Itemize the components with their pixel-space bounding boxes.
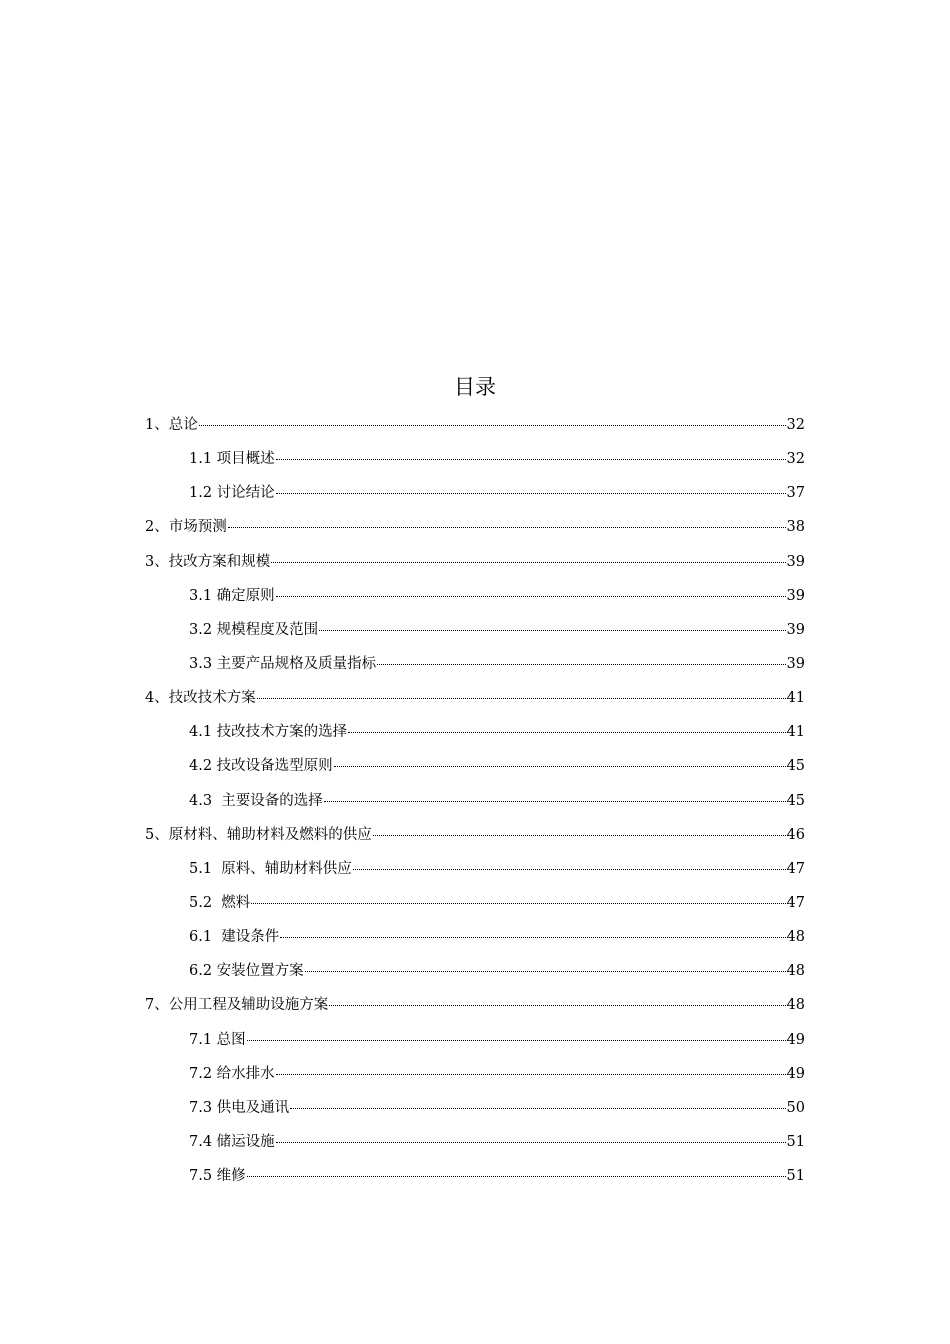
toc-entry[interactable] — [145, 988, 805, 1022]
toc-entry-label: 7.1 总图 — [189, 1031, 246, 1048]
toc-entry[interactable] — [145, 1057, 805, 1091]
toc-entry-page-number: 41 — [786, 690, 805, 707]
toc-entry-label: 7.3 供电及通讯 — [189, 1099, 290, 1116]
toc-entry[interactable] — [145, 510, 805, 544]
toc-entry-label: 4.2 技改设备选型原则 — [189, 758, 333, 775]
toc-dot-leader — [257, 697, 786, 699]
toc-dot-leader — [276, 1073, 786, 1075]
toc-entry-page-number: 51 — [786, 1168, 805, 1185]
toc-entry[interactable] — [145, 1125, 805, 1159]
toc-entry[interactable] — [145, 784, 805, 818]
toc-entry-label: 4.3 主要设备的选择 — [189, 792, 323, 809]
toc-entry-page-number: 39 — [786, 587, 805, 604]
toc-dot-leader — [276, 1141, 786, 1143]
toc-entry-label: 5.2 燃料 — [189, 894, 251, 911]
toc-entry-page-number: 39 — [786, 621, 805, 638]
toc-dot-leader — [247, 1175, 786, 1177]
toc-dot-leader — [377, 663, 785, 665]
toc-entry-label: 7.5 维修 — [189, 1168, 246, 1185]
toc-dot-leader — [353, 868, 786, 870]
toc-dot-leader — [290, 1107, 785, 1109]
toc-dot-leader — [228, 526, 786, 528]
toc-entry-page-number: 39 — [786, 655, 805, 672]
toc-dot-leader — [334, 765, 786, 767]
toc-entry-page-number: 45 — [786, 758, 805, 775]
toc-dot-leader — [247, 1039, 786, 1041]
toc-entry-page-number: 47 — [786, 894, 805, 911]
toc-entry-label: 6.1 建设条件 — [189, 929, 280, 946]
toc-dot-leader — [373, 834, 786, 836]
toc-entry[interactable] — [145, 579, 805, 613]
toc-entry-label: 1、总论 — [145, 417, 198, 433]
toc-entry-label: 1.2 讨论结论 — [189, 485, 275, 502]
toc-entry[interactable] — [145, 715, 805, 749]
toc-entry-label: 3.3 主要产品规格及质量指标 — [189, 655, 377, 672]
toc-entry-page-number: 48 — [786, 997, 805, 1014]
toc-entry[interactable] — [145, 1023, 805, 1057]
toc-entry-label: 6.2 安装位置方案 — [189, 963, 304, 980]
toc-entry-label: 5.1 原料、辅助材料供应 — [189, 860, 352, 877]
toc-entry-page-number: 49 — [786, 1065, 805, 1082]
toc-entry-page-number: 46 — [786, 826, 805, 843]
toc-entry-label: 3.1 确定原则 — [189, 587, 275, 604]
toc-entry-page-number: 32 — [786, 451, 805, 468]
toc-entry[interactable] — [145, 954, 805, 988]
toc-entry-label: 7、公用工程及辅助设施方案 — [145, 997, 329, 1014]
toc-entry[interactable] — [145, 818, 805, 852]
toc-dot-leader — [348, 731, 785, 733]
toc-dot-leader — [251, 902, 785, 904]
toc-entry[interactable] — [145, 476, 805, 510]
toc-entry[interactable] — [145, 886, 805, 920]
toc-entry[interactable] — [145, 852, 805, 886]
toc-dot-leader — [276, 595, 786, 597]
toc-entry-label: 3、技改方案和规模 — [145, 553, 271, 570]
toc-dot-leader — [324, 800, 786, 802]
toc-entry[interactable] — [145, 613, 805, 647]
toc-dot-leader — [305, 970, 786, 972]
toc-entry-label: 7.4 储运设施 — [189, 1133, 275, 1150]
toc-entry[interactable] — [145, 408, 805, 442]
toc-dot-leader — [329, 1004, 785, 1006]
toc-entry-page-number: 41 — [786, 724, 805, 741]
toc-entry[interactable] — [145, 749, 805, 783]
toc-entry-label: 2、市场预测 — [145, 519, 227, 536]
toc-entry-label: 3.2 规模程度及范围 — [189, 621, 319, 638]
toc-entry-page-number: 50 — [786, 1099, 805, 1116]
toc-dot-leader — [276, 492, 786, 494]
toc-entry[interactable] — [145, 681, 805, 715]
toc-dot-leader — [280, 936, 785, 938]
toc-list — [145, 408, 805, 1193]
toc-entry[interactable] — [145, 1091, 805, 1125]
toc-entry-label: 1.1 项目概述 — [189, 451, 275, 468]
toc-entry-label: 5、原材料、辅助材料及燃料的供应 — [145, 826, 372, 843]
toc-entry-page-number: 48 — [786, 929, 805, 946]
toc-entry-page-number: 32 — [786, 417, 805, 433]
toc-dot-leader — [271, 561, 785, 563]
toc-entry-label: 4、技改技术方案 — [145, 690, 256, 707]
toc-entry-label: 7.2 给水排水 — [189, 1065, 275, 1082]
toc-entry[interactable] — [145, 545, 805, 579]
toc-dot-leader — [276, 458, 786, 460]
toc-entry[interactable] — [145, 647, 805, 681]
toc-entry-page-number: 38 — [786, 519, 805, 536]
toc-entry[interactable] — [145, 442, 805, 476]
toc-dot-leader — [199, 424, 786, 426]
toc-entry-label: 4.1 技改技术方案的选择 — [189, 724, 348, 741]
toc-entry-page-number: 45 — [786, 792, 805, 809]
toc-entry-page-number: 37 — [786, 485, 805, 502]
toc-entry-page-number: 49 — [786, 1031, 805, 1048]
toc-entry-page-number: 39 — [786, 553, 805, 570]
toc-entry-page-number: 47 — [786, 860, 805, 877]
toc-entry-page-number: 51 — [786, 1133, 805, 1150]
toc-entry[interactable] — [145, 1159, 805, 1193]
toc-dot-leader — [319, 629, 785, 631]
toc-entry-page-number: 48 — [786, 963, 805, 980]
toc-title: 目录 — [454, 375, 496, 399]
toc-entry[interactable] — [145, 920, 805, 954]
